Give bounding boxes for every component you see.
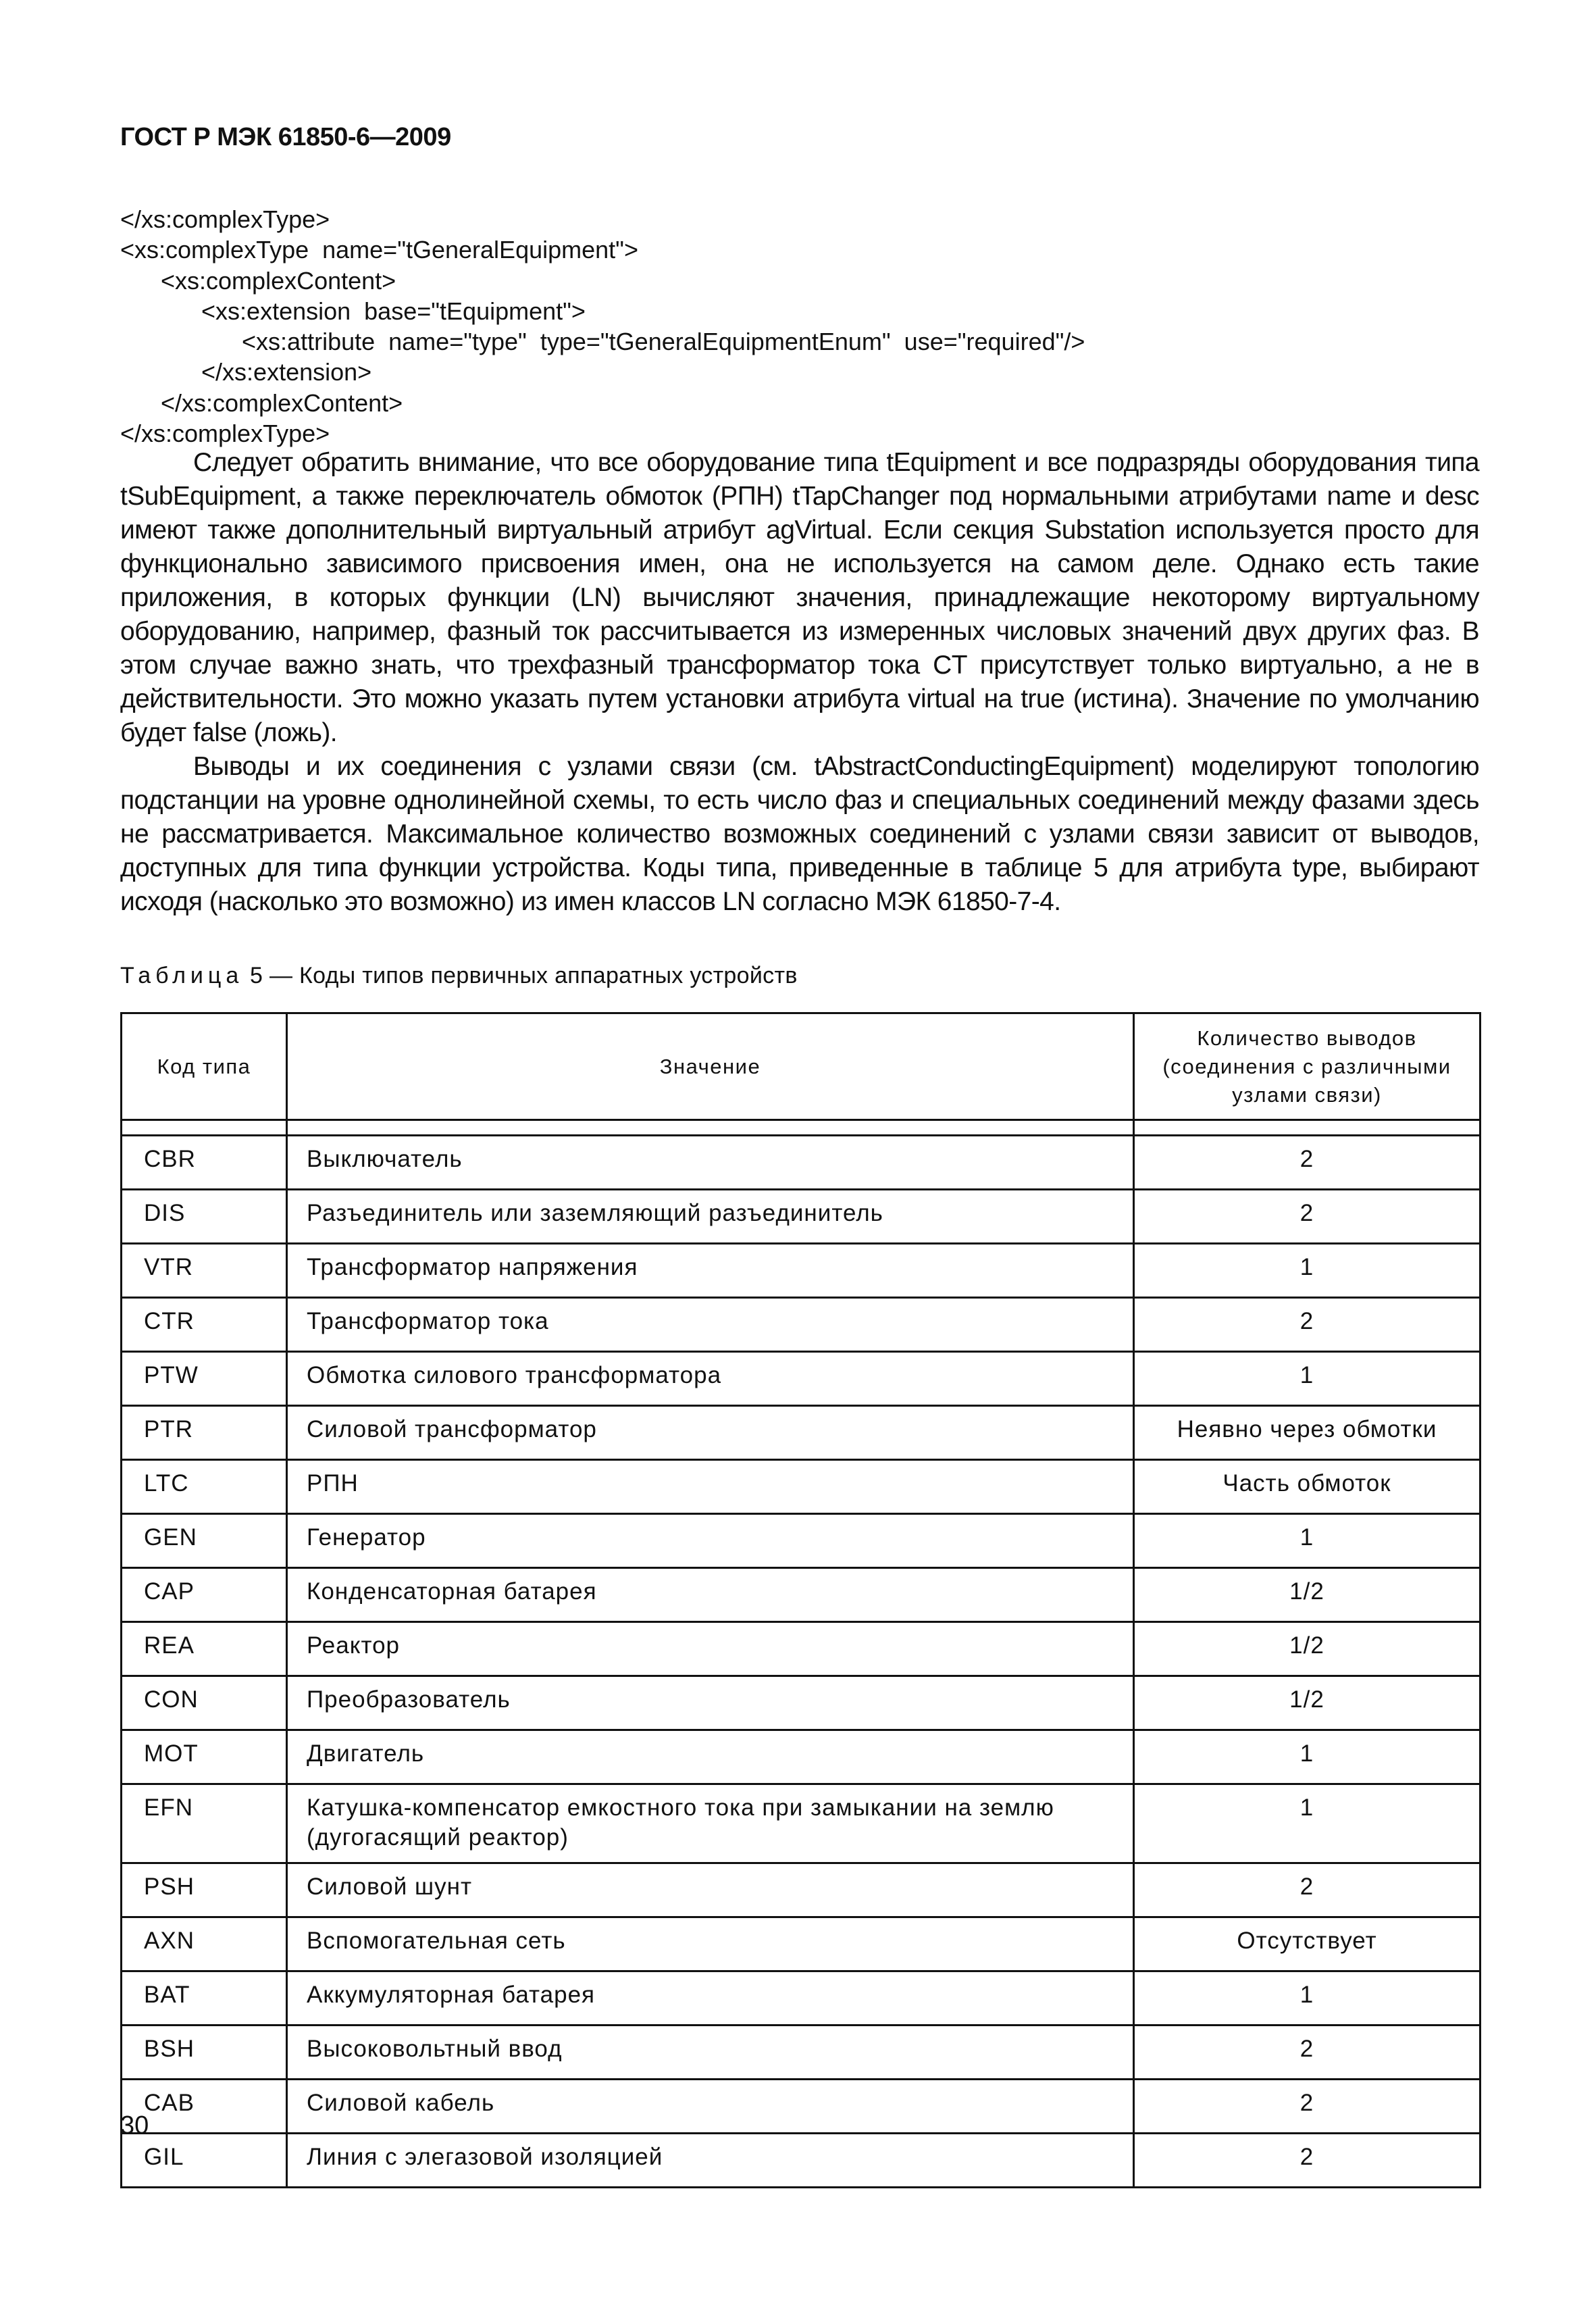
cell-meaning: Линия с элегазовой изоляцией (287, 2134, 1134, 2188)
header-count: Количество выводов (соединения с различными узлами связи) (1134, 1013, 1481, 1120)
cell-code: BSH (122, 2026, 287, 2080)
table-row (122, 1244, 1481, 1298)
cell-meaning: Аккумуляторная батарея (287, 1971, 1134, 2026)
cell-code: CAB (122, 2080, 287, 2134)
cell-meaning: Трансформатор тока (287, 1298, 1134, 1352)
equipment-codes-table (120, 1012, 1481, 2188)
body-text (120, 446, 1479, 919)
cell-count: 2 (1134, 2026, 1481, 2080)
cell-meaning: Генератор (287, 1514, 1134, 1568)
cell-meaning: Силовой кабель (287, 2080, 1134, 2134)
table-row (122, 1917, 1481, 1971)
cell-code: GIL (122, 2134, 287, 2188)
table-row (122, 1460, 1481, 1514)
cell-code: GEN (122, 1514, 287, 1568)
table-row (122, 2134, 1481, 2188)
table-row (122, 2080, 1481, 2134)
cell-code: PTW (122, 1352, 287, 1406)
table-row (122, 1406, 1481, 1460)
table-row (122, 1622, 1481, 1676)
cell-code: AXN (122, 1917, 287, 1971)
code-line: </xs:extension> (120, 358, 372, 386)
code-line: <xs:attribute name="type" type="tGeneralEquipmentEnum" use="required"/> (120, 328, 1085, 356)
cell-count: 2 (1134, 1136, 1481, 1190)
cell-meaning: Реактор (287, 1622, 1134, 1676)
cell-code: PTR (122, 1406, 287, 1460)
header-separator (122, 1120, 1481, 1136)
cell-count: 1 (1134, 1971, 1481, 2026)
cell-code: DIS (122, 1190, 287, 1244)
document-header: ГОСТ Р МЭК 61850-6—2009 (120, 123, 451, 151)
cell-count: Часть обмоток (1134, 1460, 1481, 1514)
cell-code: LTC (122, 1460, 287, 1514)
table-row (122, 1784, 1481, 1863)
cell-count: 1 (1134, 1244, 1481, 1298)
cell-code: VTR (122, 1244, 287, 1298)
cell-count: 2 (1134, 2080, 1481, 2134)
cell-code: CBR (122, 1136, 287, 1190)
cell-code: EFN (122, 1784, 287, 1863)
header-code: Код типа (122, 1013, 287, 1120)
page-number: 30 (120, 2111, 149, 2140)
cell-count: 2 (1134, 1863, 1481, 1917)
cell-meaning: Конденсаторная батарея (287, 1568, 1134, 1622)
cell-count: 2 (1134, 1298, 1481, 1352)
code-line: <xs:extension base="tEquipment"> (120, 297, 586, 325)
code-line: </xs:complexType> (120, 420, 330, 448)
cell-count: 2 (1134, 2134, 1481, 2188)
cell-count: 1/2 (1134, 1676, 1481, 1730)
cell-meaning: РПН (287, 1460, 1134, 1514)
table-row (122, 2026, 1481, 2080)
table-row (122, 1730, 1481, 1784)
table-row (122, 1514, 1481, 1568)
code-line: </xs:complexContent> (120, 388, 403, 417)
code-line: </xs:complexType> (120, 205, 330, 233)
xml-code-block (120, 204, 1085, 449)
cell-meaning: Катушка-компенсатор емкостного тока при замыкании на землю (дугогасящий реактор) (287, 1784, 1134, 1863)
cell-meaning: Преобразователь (287, 1676, 1134, 1730)
cell-count: 1/2 (1134, 1568, 1481, 1622)
cell-meaning: Обмотка силового трансформатора (287, 1352, 1134, 1406)
cell-count: Отсутствует (1134, 1917, 1481, 1971)
table-body (122, 1120, 1481, 2188)
table-row (122, 1568, 1481, 1622)
table-row (122, 1190, 1481, 1244)
cell-count: 2 (1134, 1190, 1481, 1244)
paragraph: Следует обратить внимание, что все оборудование типа tEquipment и все подразряды оборудования типа tSubEquipment, а также переключатель обмоток (РПН) tTapChanger под нормальными атрибутами name и desc имеют также дополнительный виртуальный атрибут agVirtual. Если секция Substation используется просто для функционально зависимого присвоения имен, она не используется на самом деле. Однако есть такие приложения, в которых функции (LN) вычисляют значения, принадлежащие некоторому виртуальному оборудованию, например, фазный ток рассчитывается из измеренных числовых значений двух других фаз. В этом случае важно знать, что трехфазный трансформатор тока CT присутствует только виртуально, а не в действительности. Это можно указать путем установки атрибута virtual на true (истина). Значение по умолчанию будет false (ложь). (120, 448, 1479, 747)
cell-count: 1 (1134, 1784, 1481, 1863)
table-row (122, 1863, 1481, 1917)
table-row (122, 1676, 1481, 1730)
cell-code: REA (122, 1622, 287, 1676)
paragraph: Выводы и их соединения с узлами связи (см. tAbstractConductingEquipment) моделируют топологию подстанции на уровне однолинейной схемы, то есть число фаз и специальных соединений между фазами здесь не рассматривается. Максимальное количество возможных соединений с узлами связи зависит от выводов, доступных для типа функции устройства. Коды типа, приведенные в таблице 5 для атрибута type, выбирают исходя (насколько это возможно) из имен классов LN согласно МЭК 61850-7-4. (120, 752, 1479, 916)
cell-meaning: Высоковольтный ввод (287, 2026, 1134, 2080)
header-meaning: Значение (287, 1013, 1134, 1120)
cell-count: 1 (1134, 1730, 1481, 1784)
cell-code: CTR (122, 1298, 287, 1352)
code-line: <xs:complexContent> (120, 266, 396, 295)
table-row (122, 1352, 1481, 1406)
table-caption (120, 963, 798, 989)
cell-meaning: Силовой трансформатор (287, 1406, 1134, 1460)
cell-count: 1 (1134, 1514, 1481, 1568)
cell-meaning: Двигатель (287, 1730, 1134, 1784)
table-row (122, 1298, 1481, 1352)
cell-meaning: Вспомогательная сеть (287, 1917, 1134, 1971)
cell-count: Неявно через обмотки (1134, 1406, 1481, 1460)
cell-meaning: Силовой шунт (287, 1863, 1134, 1917)
cell-meaning: Выключатель (287, 1136, 1134, 1190)
table-caption-text: 5 — Коды типов первичных аппаратных устройств (243, 963, 798, 988)
cell-code: MOT (122, 1730, 287, 1784)
table-row (122, 1971, 1481, 2026)
cell-code: BAT (122, 1971, 287, 2026)
table-header-row (122, 1013, 1481, 1120)
code-line: <xs:complexType name="tGeneralEquipment"> (120, 236, 638, 264)
cell-count: 1/2 (1134, 1622, 1481, 1676)
cell-code: PSH (122, 1863, 287, 1917)
cell-meaning: Трансформатор напряжения (287, 1244, 1134, 1298)
table-caption-label: Таблица (120, 963, 244, 988)
cell-meaning: Разъединитель или заземляющий разъединитель (287, 1190, 1134, 1244)
table-row (122, 1136, 1481, 1190)
cell-count: 1 (1134, 1352, 1481, 1406)
cell-code: CAP (122, 1568, 287, 1622)
cell-code: CON (122, 1676, 287, 1730)
